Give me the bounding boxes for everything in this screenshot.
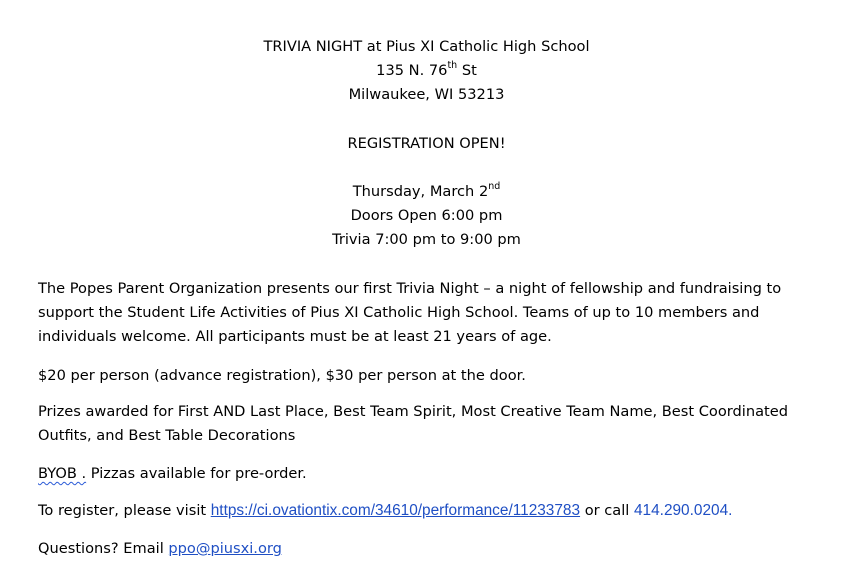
registration-heading: REGISTRATION OPEN!: [347, 135, 506, 152]
trivia-time: Trivia 7:00 pm to 9:00 pm: [332, 231, 521, 248]
register-line: To register, please visit https://ci.ovationtix.com/34610/performance/11233783 or call 414.290.0204.: [38, 502, 733, 519]
pricing-line: $20 per person (advance registration), $30 per person at the door.: [38, 367, 526, 384]
city-line: Milwaukee, WI 53213: [348, 86, 505, 103]
byob-line: BYOB . Pizzas available for pre-order.: [38, 465, 307, 482]
questions-line: Questions? Email ppo@piusxi.org: [38, 540, 282, 557]
event-title: TRIVIA NIGHT at Pius XI Catholic High School: [263, 38, 590, 55]
byob-word: BYOB .: [38, 465, 87, 482]
email-link[interactable]: ppo@piusxi.org: [168, 540, 282, 557]
street-address: 135 N. 76th St: [376, 60, 477, 79]
intro-line-3: individuals welcome. All participants must be at least 21 years of age.: [38, 328, 552, 345]
doors-time: Doors Open 6:00 pm: [350, 207, 503, 224]
intro-line-2: support the Student Life Activities of Pius XI Catholic High School. Teams of up to 10 members and: [38, 304, 760, 321]
prizes-line-2: Outfits, and Best Table Decorations: [38, 427, 296, 444]
prizes-line-1: Prizes awarded for First AND Last Place, Best Team Spirit, Most Creative Team Name, Best Coordinated: [38, 403, 789, 420]
phone-number: 414.290.0204: [633, 502, 729, 519]
register-link[interactable]: https://ci.ovationtix.com/34610/performance/11233783: [210, 502, 581, 519]
event-date: Thursday, March 2nd: [352, 181, 501, 200]
intro-line-1: The Popes Parent Organization presents our first Trivia Night – a night of fellowship and fundraising to: [38, 280, 782, 297]
